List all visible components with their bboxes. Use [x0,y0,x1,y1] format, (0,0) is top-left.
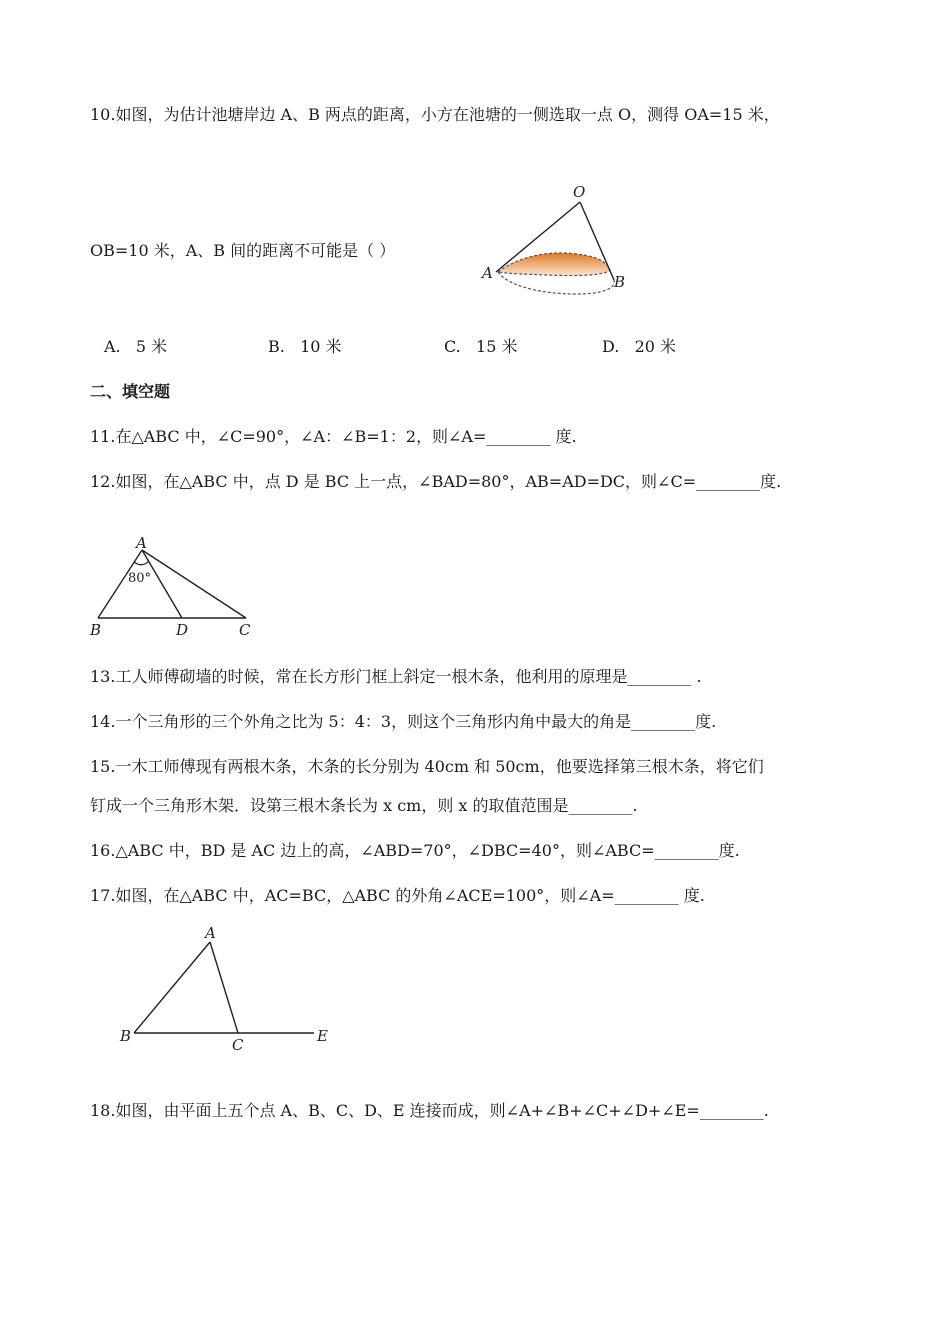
label-a: A [205,924,216,942]
option-text: 5 米 [135,337,168,356]
option-letter: B. [268,337,285,356]
q10-line2: OB=10 米，A、B 间的距离不可能是（ ） [90,241,396,260]
option-text: 20 米 [634,337,677,356]
q16: 16.△ABC 中，BD 是 AC 边上的高，∠ABD=70°，∠DBC=40°，则∠ABC=________度. [90,841,740,860]
q10-option-a [104,336,167,358]
label-angle: 80° [128,571,152,586]
q17: 17.如图，在△ABC 中，AC=BC，△ABC 的外角∠ACE=100°，则∠A=________ 度. [90,886,705,905]
label-a: A [136,536,147,552]
label-e: E [317,1027,328,1045]
option-text: 15 米 [476,337,518,356]
q11: 11.在△ABC 中，∠C=90°，∠A：∠B=1：2，则∠A=________ 度. [90,427,577,446]
q10-option-b [268,336,342,358]
q10-line1: 10.如图，为估计池塘岸边 A、B 两点的距离，小方在池塘的一侧选取一点 O，测得 OA=15 米， [90,105,780,124]
q12: 12.如图，在△ABC 中，点 D 是 BC 上一点，∠BAD=80°，AB=AD=DC，则∠C=________度. [90,472,782,491]
option-text: 10 米 [300,337,342,356]
label-o: O [573,183,586,201]
q13: 13.工人师傅砌墙的时候，常在长方形门框上斜定一根木条，他利用的原理是________ . [90,667,702,686]
option-letter: C. [444,337,461,356]
q10-option-d [602,336,676,358]
q18: 18.如图，由平面上五个点 A、B、C、D、E 连接而成，则∠A+∠B+∠C+∠D+∠E=________. [90,1101,769,1120]
q14: 14.一个三角形的三个外角之比为 5：4：3，则这个三角形内角中最大的角是________度. [90,712,717,731]
label-d: D [176,621,189,639]
triangle-figure-17 [112,920,342,1056]
q15-line1: 15.一木工师傅现有两根木条，木条的长分别为 40cm 和 50cm，他要选择第三根木条，将它们 [90,757,764,776]
label-c: C [239,621,251,639]
label-b: B [120,1027,132,1045]
pond-figure [476,180,636,300]
label-b: B [614,273,626,291]
segment-ac [142,550,246,618]
label-c: C [232,1036,244,1054]
option-letter: A. [104,337,121,356]
section-title: 二、填空题 [90,382,171,401]
triangle-figure-12 [84,536,264,642]
segment-ab [134,942,210,1033]
option-letter: D. [602,337,620,356]
label-b: B [90,621,102,639]
angle-arc [134,561,149,565]
q10-option-c [444,336,517,358]
q15-line2: 钉成一个三角形木架．设第三根木条长为 x cm，则 x 的取值范围是________. [90,796,638,815]
label-a: A [482,264,493,282]
segment-ac [210,942,238,1033]
